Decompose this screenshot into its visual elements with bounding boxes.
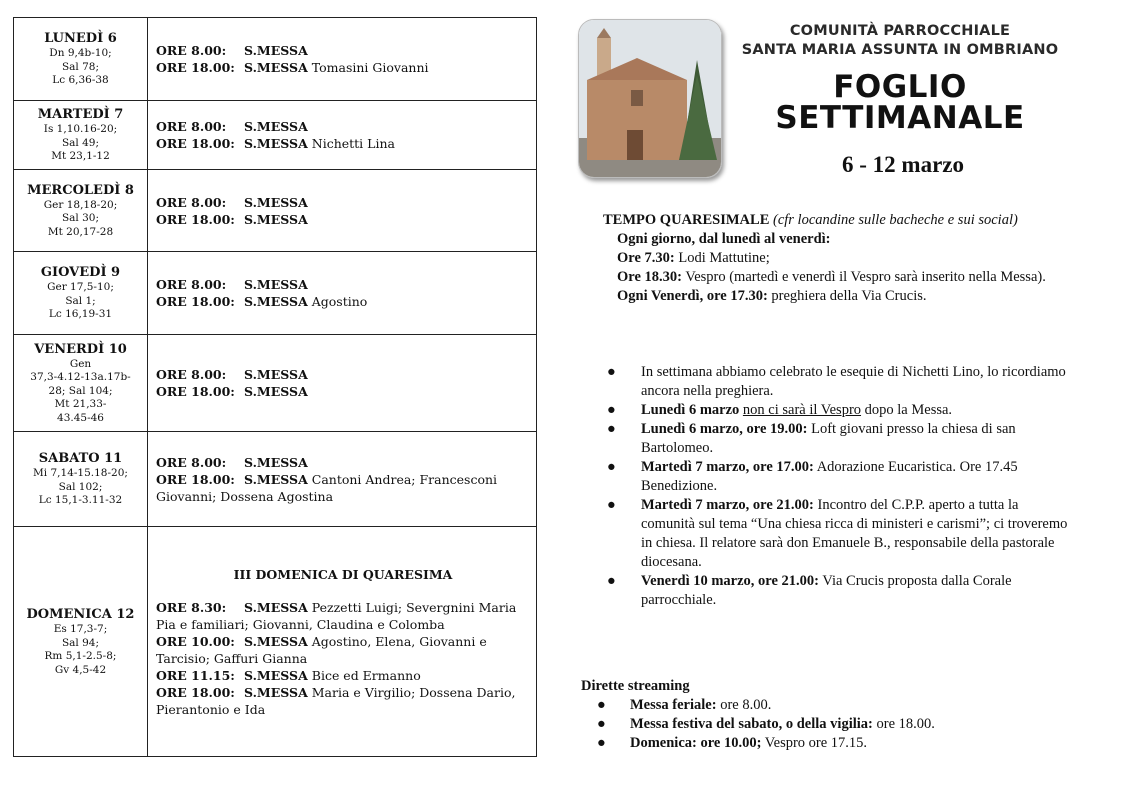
day-reading: 43.45-46 [57, 411, 104, 424]
mass-line [156, 42, 530, 59]
day-reading: Dn 9,4b-10; [49, 47, 112, 60]
day-reading: Gen [69, 357, 92, 370]
bullet-icon: ● [597, 716, 606, 732]
day-reading: Mt 20,17-28 [47, 225, 114, 238]
lent-line2-text: Lodi Mattutine; [674, 250, 770, 266]
mass-line [156, 118, 530, 135]
mass-label: S.MESSA [244, 277, 308, 292]
schedule-mass-cell [148, 252, 537, 335]
day-reading: Mt 21,33- [54, 398, 107, 411]
mass-label: S.MESSA [244, 384, 308, 399]
mass-line [156, 599, 530, 633]
day-reading: 28; Sal 104; [48, 384, 113, 397]
mass-intention: Bice ed Ermanno [307, 667, 421, 683]
bulletin-title [740, 69, 1060, 136]
news-item-bold: Lunedì 6 marzo [641, 402, 740, 418]
streaming-item-bold: Messa feriale: [630, 697, 717, 713]
streaming-section [581, 677, 1101, 753]
church-photo [578, 19, 722, 178]
mass-line [156, 366, 530, 383]
streaming-item-text: Vespro ore 17.15. [761, 735, 868, 751]
news-item [603, 572, 1073, 610]
mass-line [156, 454, 530, 471]
lent-line3-text: Vespro (martedì e venerdì il Vespro sarà inserito nella Messa). [681, 269, 1046, 285]
schedule-day-cell [14, 527, 148, 757]
lent-line4-bold: Ogni Venerdì, ore 17.30: [617, 288, 768, 304]
lent-section [603, 211, 1103, 306]
mass-label: S.MESSA [244, 454, 308, 470]
sunday-heading: III DOMENICA DI QUARESIMA [233, 566, 453, 582]
schedule-row [14, 527, 537, 757]
day-reading: Rm 5,1-2.5-8; [44, 650, 117, 662]
streaming-item-bold: Domenica: ore 10.00; [630, 735, 762, 751]
day-reading: 37,3-4.12-13a.17b- [30, 371, 131, 384]
parish-name-line2: SANTA MARIA ASSUNTA IN OMBRIANO [741, 42, 1059, 58]
news-item-text: Via Crucis proposta dalla Corale parrocchiale. [641, 573, 1012, 608]
mass-label: S.MESSA [244, 194, 308, 210]
mass-intention: Maria e Virgilio; Dossena Dario, Pierantonio e Ida [156, 684, 516, 717]
mass-time: ORE 18.00: [156, 294, 235, 309]
schedule-day-cell [14, 335, 148, 432]
day-reading: Ger 18,18-20; [43, 198, 118, 211]
streaming-item [581, 715, 1101, 734]
day-reading: Lc 15,1-3.11-32 [38, 494, 123, 507]
day-reading: Mi 7,14-15.18-20; [33, 467, 128, 480]
bullet-icon: ● [607, 421, 616, 437]
news-item-underline: non ci sarà il Vespro [742, 402, 862, 418]
mass-intention: Agostino, Elena, Giovanni e Tarcisio; Gaffuri Gianna [156, 633, 487, 666]
schedule-row [14, 432, 537, 527]
day-name: DOMENICA 12 [26, 607, 135, 622]
mass-line [156, 276, 530, 293]
lent-title: TEMPO QUARESIMALE [603, 212, 770, 228]
schedule-mass-cell [148, 335, 537, 432]
schedule-day-cell [14, 170, 148, 252]
mass-line [156, 293, 530, 310]
day-reading: Lc 6,36-38 [52, 74, 109, 87]
news-item-text: Loft giovani presso la chiesa di san Bartolomeo. [641, 421, 1016, 456]
day-reading: Is 1,10.16-20; [43, 123, 118, 136]
mass-time: ORE 8.00: [156, 119, 227, 134]
mass-line [156, 667, 530, 684]
bullet-icon: ● [597, 697, 606, 713]
day-name: LUNEDÌ 6 [44, 31, 117, 47]
mass-label: S.MESSA [244, 667, 308, 683]
mass-label: S.MESSA [244, 471, 308, 487]
news-item [603, 420, 1073, 458]
mass-time: ORE 8.00: [156, 277, 227, 292]
day-reading: Mt 23,1-12 [51, 150, 110, 163]
week-dates: 6 - 12 marzo [842, 152, 964, 177]
bullet-icon: ● [607, 573, 616, 589]
mass-time: ORE 18.00: [156, 471, 235, 487]
schedule-row [14, 18, 537, 101]
mass-time: ORE 8.30: [156, 599, 227, 615]
news-item [603, 496, 1073, 572]
parish-name-line1: COMUNITÀ PARROCCHIALE [789, 23, 1011, 39]
mass-time: ORE 18.00: [156, 384, 235, 399]
streaming-item-bold: Messa festiva del sabato, o della vigilia: [630, 716, 873, 732]
day-name: MERCOLEDÌ 8 [27, 182, 134, 198]
mass-label: S.MESSA [244, 294, 308, 309]
schedule-row [14, 101, 537, 170]
lent-line3-bold: Ore 18.30: [617, 269, 682, 285]
schedule-mass-cell [148, 18, 537, 101]
mass-label: S.MESSA [244, 136, 308, 151]
schedule-row [14, 335, 537, 432]
day-name: GIOVEDÌ 9 [40, 265, 121, 281]
mass-time: ORE 18.00: [156, 211, 235, 227]
schedule-day-cell [14, 101, 148, 170]
bullet-icon: ● [607, 364, 616, 380]
mass-line [156, 135, 530, 152]
schedule-mass-cell [148, 101, 537, 170]
mass-schedule-table [13, 17, 537, 757]
day-reading: Sal 94; [61, 636, 100, 649]
mass-time: ORE 11.15: [156, 667, 235, 683]
mass-time: ORE 18.00: [156, 684, 235, 700]
schedule-day-cell [14, 432, 148, 527]
schedule-mass-cell [148, 432, 537, 527]
lent-line4-text: preghiera della Via Crucis. [767, 288, 927, 304]
mass-line [156, 383, 530, 400]
lent-note: (cfr locandine sulle bacheche e sui social) [769, 212, 1018, 228]
day-reading: Ger 17,5-10; [47, 281, 114, 294]
mass-intention: Pezzetti Luigi; Severgnini Maria Pia e familiari; Giovanni, Claudina e Colomba [156, 599, 517, 632]
mass-label: S.MESSA [244, 43, 308, 58]
mass-time: ORE 8.00: [156, 43, 227, 58]
streaming-item-text: ore 18.00. [872, 716, 935, 732]
mass-intention: Tomasini Giovanni [307, 60, 429, 75]
news-item-text: Incontro del C.P.P. aperto a tutta la comunità sul tema “Una chiesa ricca di ministeri e carismi”; ci troveremo in chiesa. Il relatore sarà don Emanuele B., responsabile della pastorale diocesana. [641, 497, 1068, 570]
mass-intention: Agostino [307, 294, 368, 309]
schedule-row [14, 170, 537, 252]
streaming-item [581, 734, 1101, 753]
mass-time: ORE 10.00: [156, 633, 235, 649]
news-item [603, 401, 1073, 420]
title-line1: FOGLIO [833, 69, 967, 105]
bullet-icon: ● [607, 402, 616, 418]
schedule-mass-cell [148, 527, 537, 757]
mass-label: S.MESSA [244, 599, 308, 615]
day-reading: Es 17,3-7; [53, 623, 108, 635]
mass-line [156, 194, 530, 211]
streaming-item-text: ore 8.00. [716, 697, 772, 713]
news-item-text: dopo la Messa. [861, 402, 953, 418]
schedule-mass-cell [148, 170, 537, 252]
news-item [603, 363, 1073, 401]
news-item-text: Adorazione Eucaristica. Ore 17.45 Benedizione. [641, 459, 1018, 494]
mass-time: ORE 8.00: [156, 367, 227, 382]
day-reading: Sal 102; [58, 480, 103, 493]
news-item-bold: Martedì 7 marzo, ore 17.00: [641, 459, 814, 475]
news-item-bold: Martedì 7 marzo, ore 21.00: [641, 497, 814, 513]
day-reading: Sal 49; [61, 136, 100, 149]
schedule-day-cell [14, 252, 148, 335]
mass-label: S.MESSA [244, 633, 308, 649]
day-name: MARTEDÌ 7 [37, 107, 124, 123]
mass-intention: Nichetti Lina [307, 136, 395, 151]
mass-line [156, 59, 530, 76]
news-item-bold: Lunedì 6 marzo, ore 19.00: [641, 421, 808, 437]
day-name: VENERDÌ 10 [34, 341, 127, 357]
lent-line2-bold: Ore 7.30: [617, 250, 675, 266]
day-reading: Sal 1; [65, 294, 96, 307]
lent-line1: Ogni giorno, dal lunedì al venerdì: [617, 231, 831, 247]
mass-line [156, 633, 530, 667]
mass-time: ORE 8.00: [156, 194, 227, 210]
mass-label: S.MESSA [244, 367, 308, 382]
day-reading: Gv 4,5-42 [54, 663, 107, 676]
schedule-row [14, 252, 537, 335]
mass-label: S.MESSA [244, 60, 308, 75]
mass-line [156, 471, 530, 505]
title-line2: SETTIMANALE [775, 100, 1025, 136]
parish-name [740, 22, 1060, 60]
day-reading: Sal 30; [61, 212, 100, 225]
news-item-text: In settimana abbiamo celebrato le esequie di Nichetti Lino, lo ricordiamo ancora nella preghiera. [641, 364, 1066, 399]
mass-line [156, 684, 530, 718]
mass-time: ORE 18.00: [156, 60, 235, 75]
mass-label: S.MESSA [244, 119, 308, 134]
mass-time: ORE 18.00: [156, 136, 235, 151]
streaming-list [581, 696, 1101, 753]
bullet-icon: ● [607, 497, 616, 513]
day-reading: Lc 16,19-31 [48, 308, 113, 321]
bullet-icon: ● [597, 735, 606, 751]
news-item [603, 458, 1073, 496]
streaming-item [581, 696, 1101, 715]
news-list [603, 363, 1073, 610]
day-name: SABATO 11 [38, 451, 123, 467]
day-reading: Sal 78; [61, 60, 100, 73]
mass-time: ORE 8.00: [156, 454, 227, 470]
mass-line [156, 211, 530, 228]
streaming-title: Dirette streaming [581, 678, 690, 694]
mass-intention: Cantoni Andrea; Francesconi Giovanni; Dossena Agostina [156, 471, 498, 504]
mass-label: S.MESSA [244, 211, 308, 227]
mass-label: S.MESSA [244, 684, 308, 700]
bullet-icon: ● [607, 459, 616, 475]
news-item-bold: Venerdì 10 marzo, ore 21.00: [641, 573, 819, 589]
schedule-day-cell [14, 18, 148, 101]
